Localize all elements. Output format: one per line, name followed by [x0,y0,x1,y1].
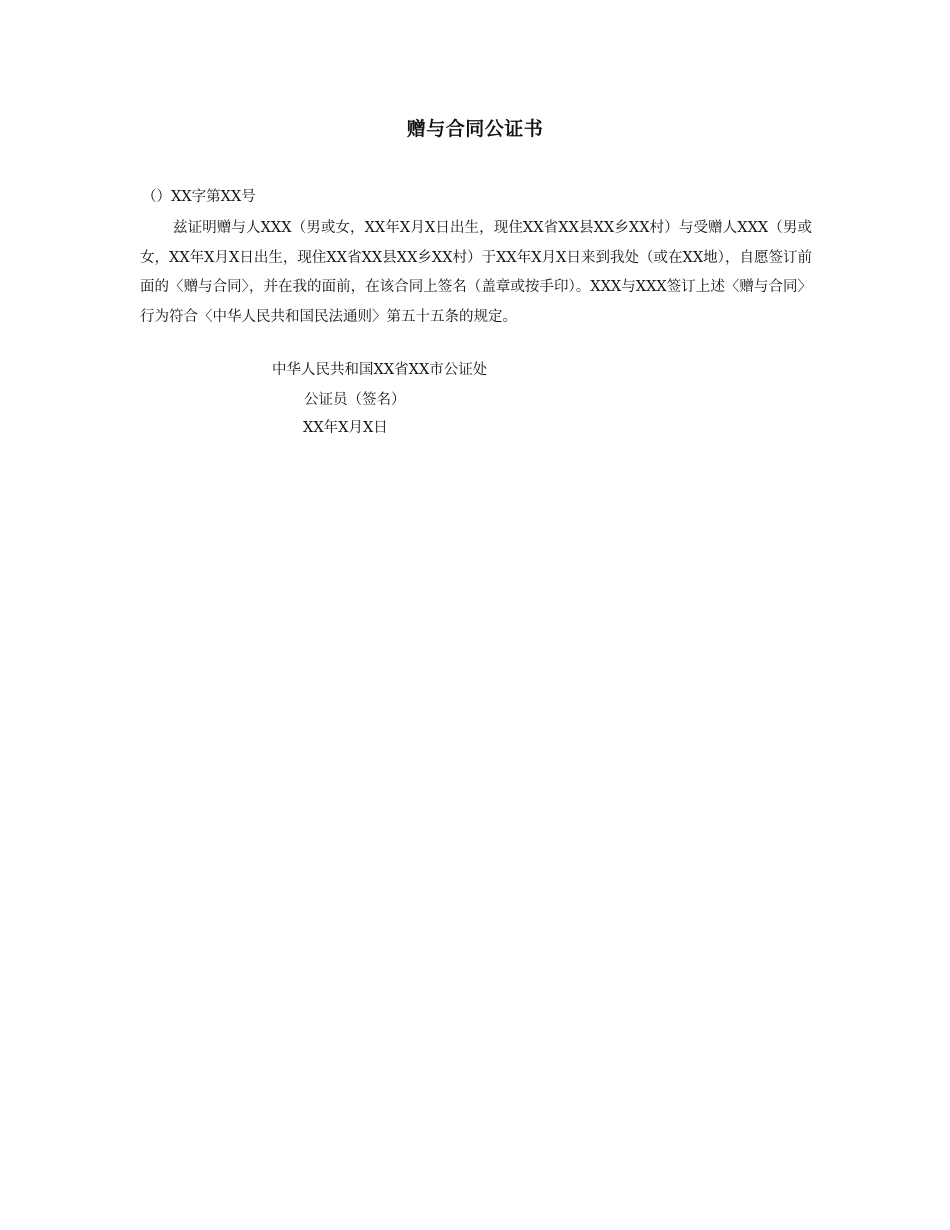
signature-date: XX年X月X日 [303,420,388,436]
notary-signature-line: 公证员（签名） [304,392,406,408]
certification-body: 兹证明赠与人XXX（男或女，XX年X月X日出生，现住XX省XX县XX乡XX村）与受赠人XXX（男或女，XX年X月X日出生，现住XX省XX县XX乡XX村）于XX年X月X日来到我处（或在XX地），自愿签订前面的〈赠与合同〉，并在我的面前，在该合同上签名（盖章或按手印）。XXX与XXX签订上述〈赠与合同〉行为符合〈中华人民共和国民法通则〉第五十五条的规定。 [140,220,812,325]
notary-office: 中华人民共和国XX省XX市公证处 [272,362,488,378]
document-number: （）XX字第XX号 [142,189,256,205]
document-title: 赠与合同公证书 [406,118,544,140]
